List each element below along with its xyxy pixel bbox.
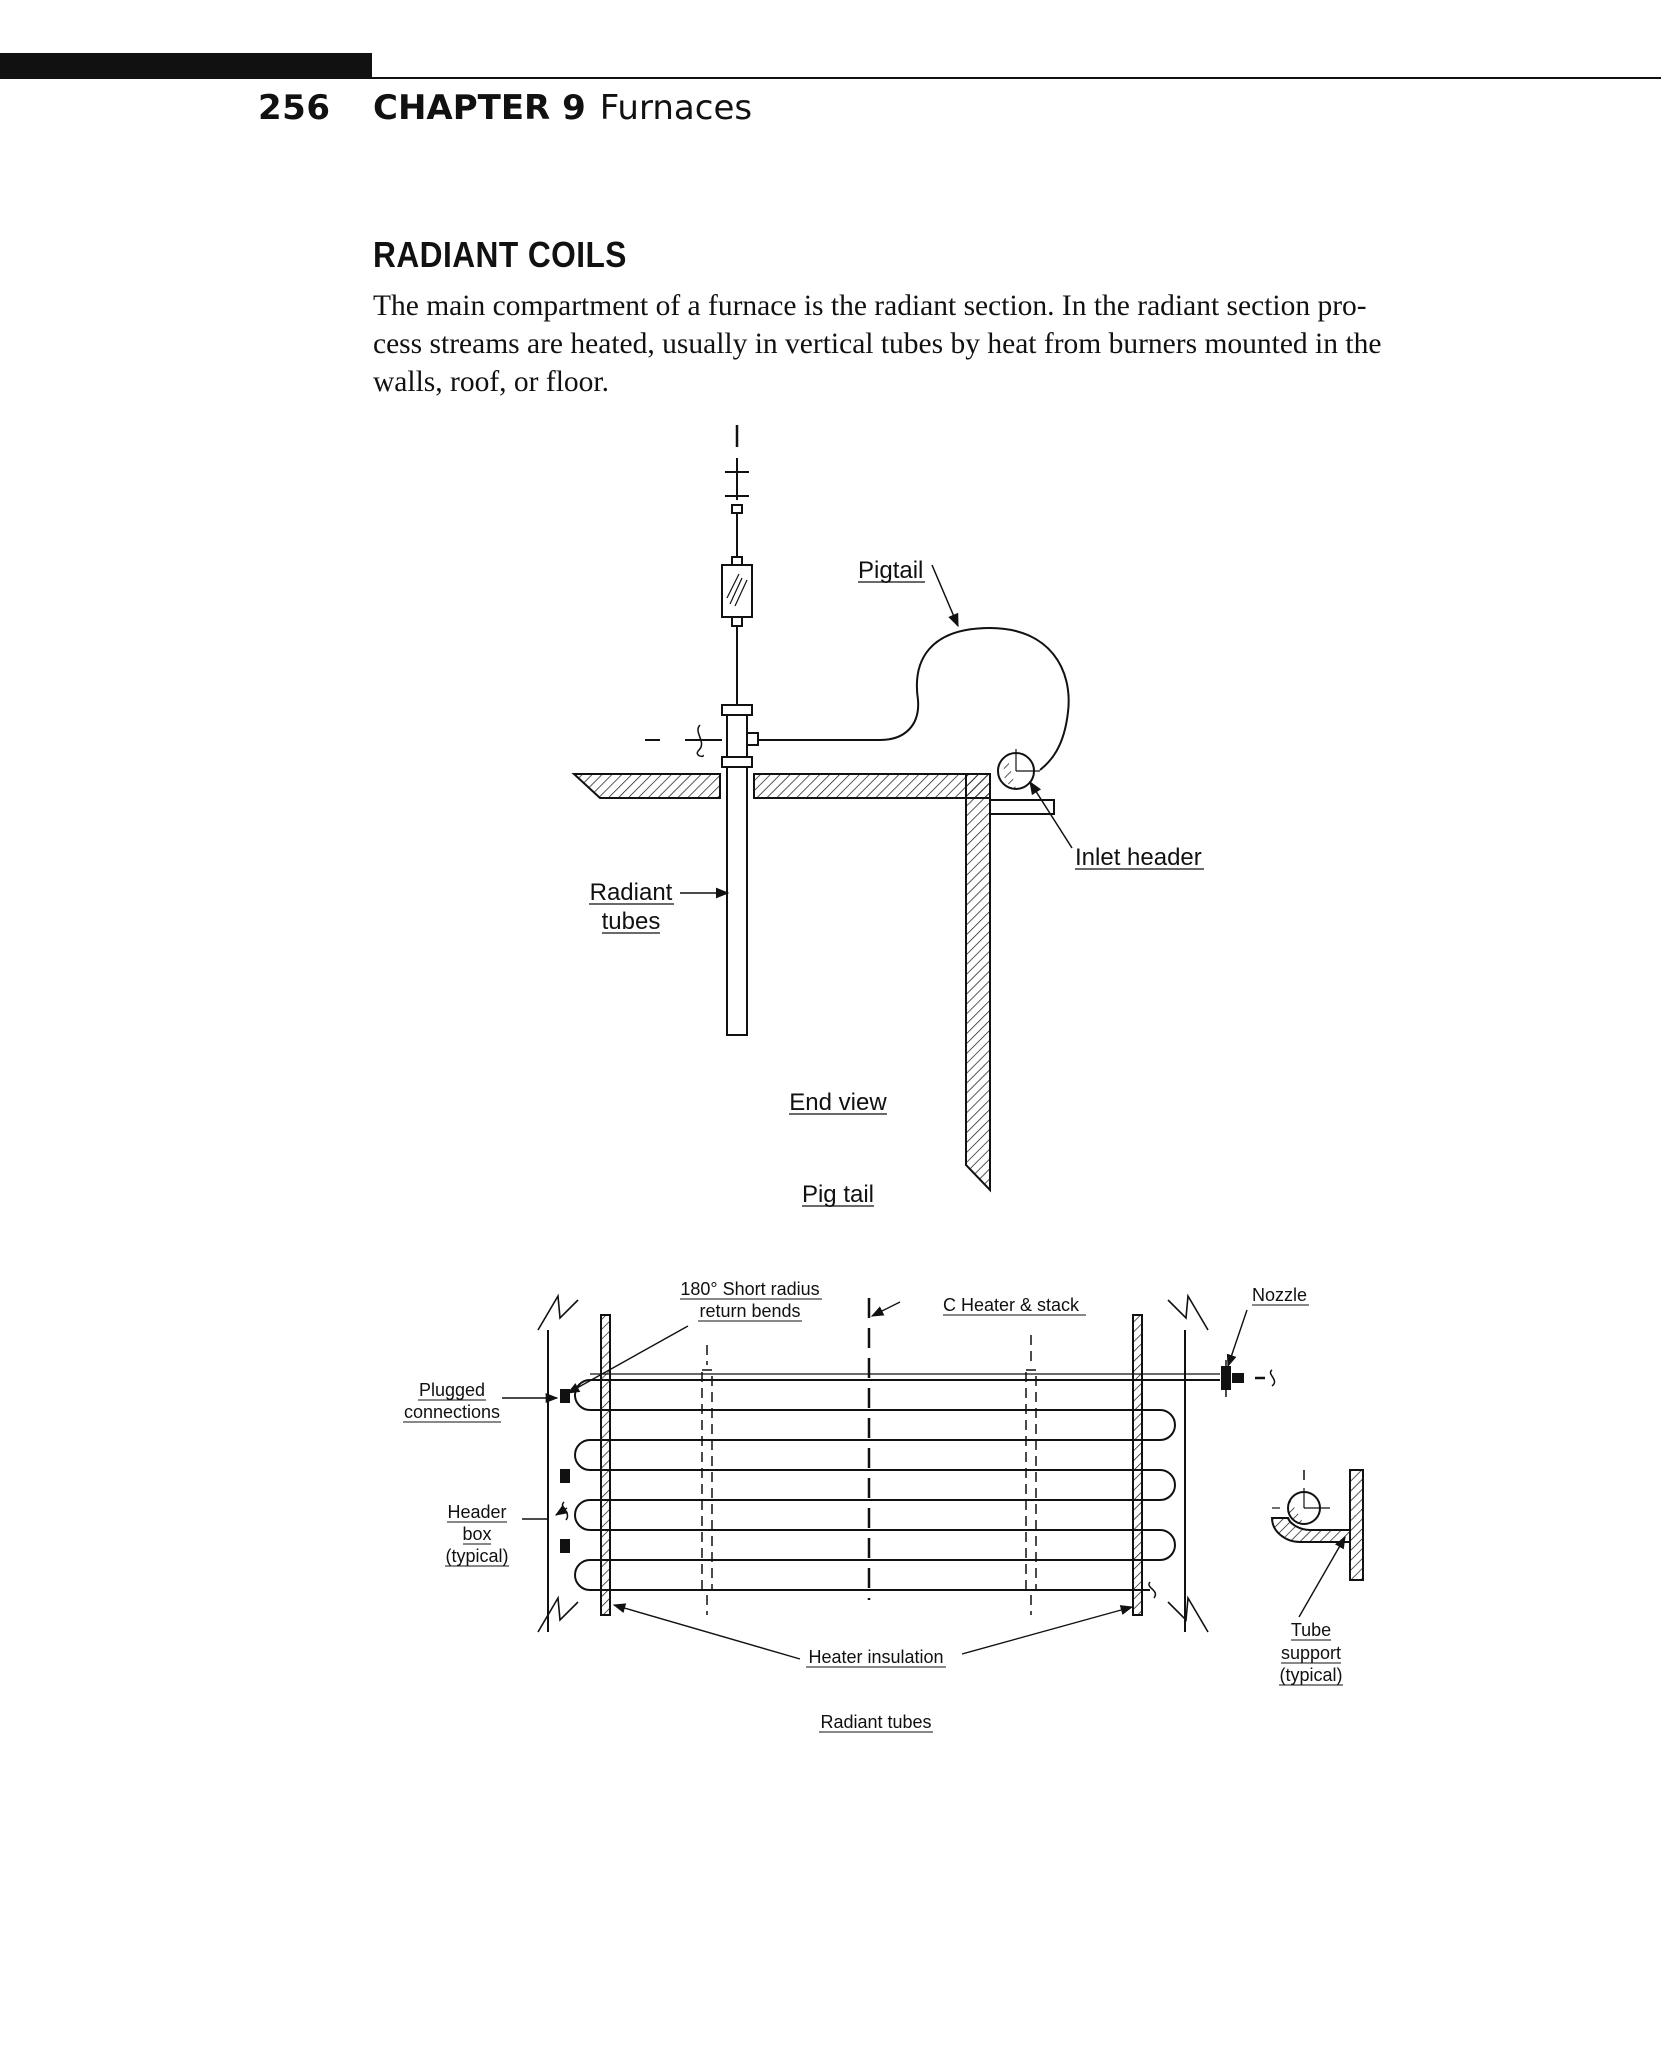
label-inlet-header: Inlet header — [1075, 844, 1202, 871]
label-pigtail: Pigtail — [858, 557, 924, 584]
label-header-2: box — [462, 1524, 492, 1544]
caption-end-view: End view — [789, 1089, 887, 1116]
label-plugged-2: connections — [403, 1402, 501, 1422]
label-support-2: support — [1280, 1643, 1342, 1663]
section-title: RADIANT COILS — [373, 234, 627, 275]
paragraph-line: walls, roof, or floor. — [373, 366, 609, 398]
plan-view-labels — [403, 1279, 1343, 1732]
chapter-label: CHAPTER 9 — [373, 88, 586, 128]
label-nozzle: Nozzle — [1252, 1285, 1308, 1305]
paragraph-line: The main compartment of a furnace is the radiant section. In the radiant section pro- — [373, 290, 1367, 322]
label-tubes: tubes — [601, 908, 661, 935]
label-header-3: (typical) — [445, 1546, 509, 1566]
label-return-bends-1: 180° Short radius — [680, 1279, 820, 1299]
end-view-drawing — [574, 425, 1069, 1190]
caption-radiant-tubes: Radiant tubes — [820, 1712, 932, 1732]
label-support-1: Tube — [1290, 1620, 1332, 1640]
caption-pig-tail: Pig tail — [801, 1181, 875, 1208]
label-header-1: Header — [447, 1502, 507, 1522]
label-insulation: Heater insulation — [808, 1647, 944, 1667]
label-return-bends-2: return bends — [699, 1301, 801, 1321]
plan-view-drawing — [538, 1296, 1363, 1632]
paragraph-line: cess streams are heated, usually in vertical tubes by heat from burners mounted in the — [373, 328, 1382, 360]
end-view-leaders — [680, 565, 1072, 893]
end-view-labels — [589, 557, 1204, 1208]
label-centerline: C Heater & stack — [943, 1295, 1080, 1315]
label-support-3: (typical) — [1279, 1665, 1343, 1685]
chapter-title: Furnaces — [599, 88, 753, 128]
plan-view-leaders — [502, 1302, 1345, 1659]
page-number: 256 — [258, 88, 331, 128]
label-plugged-1: Plugged — [418, 1380, 486, 1400]
label-radiant: Radiant — [589, 879, 673, 906]
